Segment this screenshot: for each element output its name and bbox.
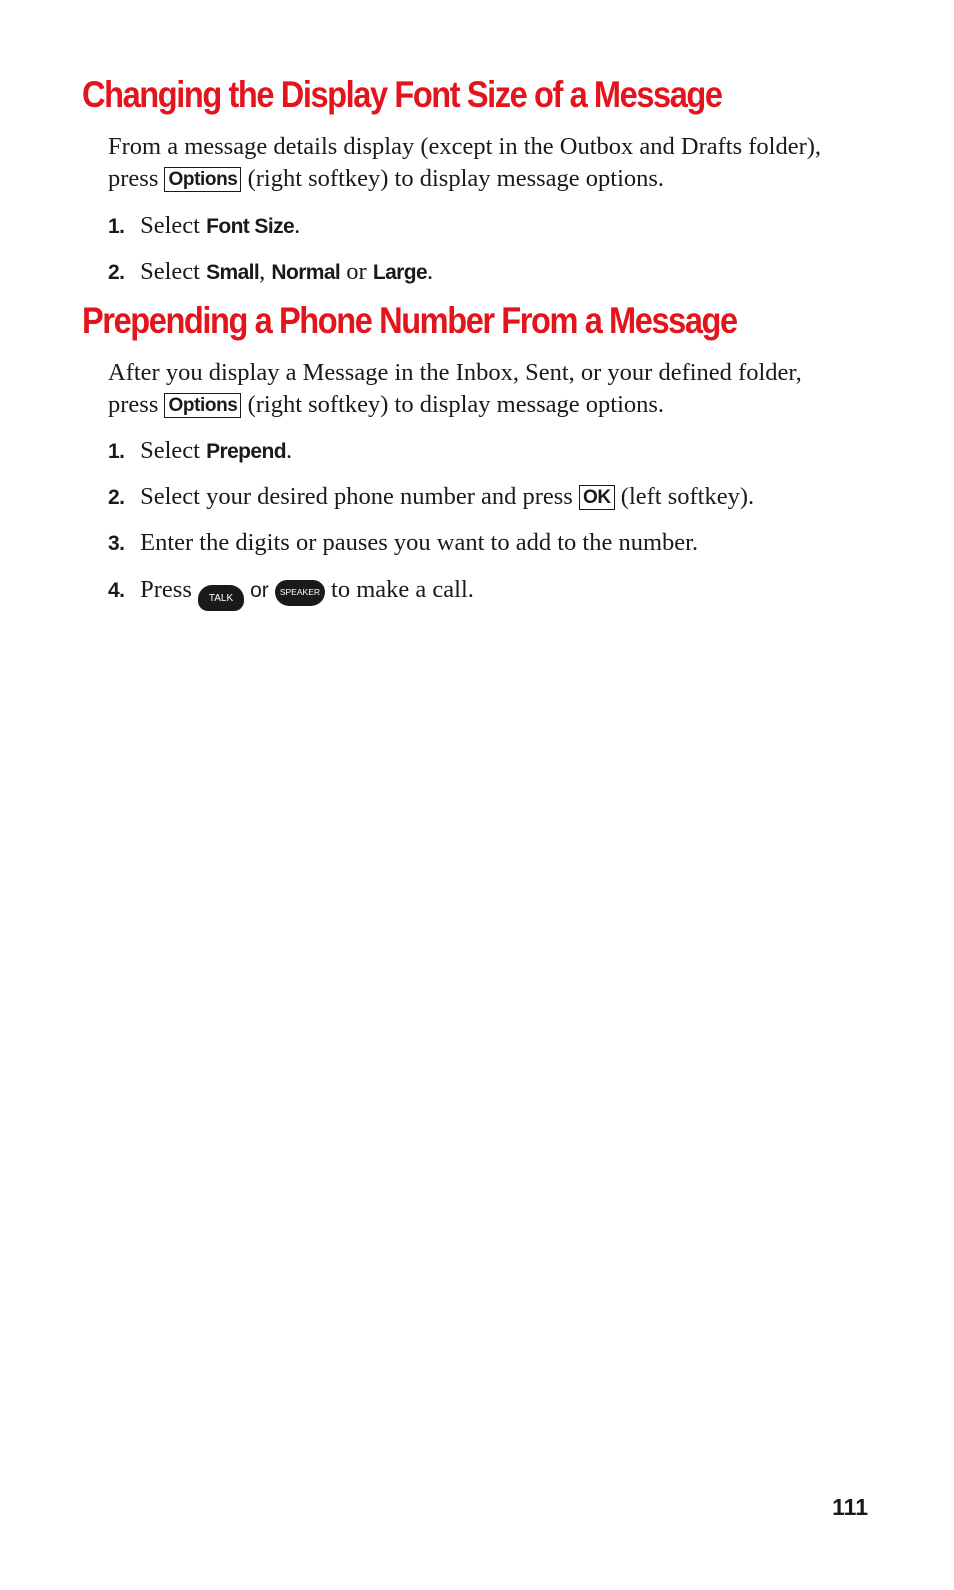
step-text: Select	[140, 437, 200, 464]
intro-text-start: After you display a Message in the Inbox, Sent, or your defined folder, press	[108, 359, 802, 418]
step-text: Press	[140, 576, 192, 603]
step-text-end: to make a call.	[331, 576, 474, 603]
step-text: Select your desired phone number and press	[140, 483, 573, 510]
menu-term-prepend: Prepend	[206, 440, 286, 463]
menu-term-font-size: Font Size	[206, 215, 295, 238]
step-number: 2.	[108, 486, 125, 509]
step-select-prepend	[108, 435, 868, 468]
step-number: 4.	[108, 579, 125, 602]
step-comma: ,	[259, 258, 266, 285]
step-text: Enter the digits or pauses you want to add to the number.	[140, 529, 699, 556]
section-title-font-size: Changing the Display Font Size of a Message	[82, 74, 722, 115]
step-or: or	[346, 258, 367, 285]
step-make-call	[108, 574, 868, 611]
step-enter-digits	[108, 527, 868, 560]
step-period: .	[294, 212, 301, 239]
options-softkey-label: Options	[164, 393, 241, 418]
intro-paragraph-prepend	[108, 357, 828, 421]
intro-text-start: From a message details display (except in the Outbox and Drafts folder), press	[108, 133, 822, 192]
intro-paragraph-font-size	[108, 131, 828, 195]
step-period: .	[285, 437, 293, 464]
options-softkey-label: Options	[164, 167, 241, 192]
step-select-size-option	[108, 256, 868, 289]
speaker-key-icon: SPEAKER	[275, 580, 325, 606]
intro-text-end: (right softkey) to display message options.	[247, 165, 665, 192]
step-number: 1.	[108, 215, 125, 238]
step-select-number	[108, 481, 868, 514]
step-number: 2.	[108, 261, 125, 284]
ok-softkey-label: OK	[579, 485, 615, 510]
menu-term-normal: Normal	[271, 261, 341, 284]
step-number: 1.	[108, 440, 125, 463]
step-or: or	[250, 579, 269, 602]
menu-term-small: Small	[206, 261, 260, 284]
section-title-prepend: Prepending a Phone Number From a Message	[82, 300, 737, 341]
step-select-font-size	[108, 210, 868, 243]
intro-text-end: (right softkey) to display message options.	[247, 391, 665, 418]
talk-key-icon: TALK	[198, 585, 244, 611]
step-number: 3.	[108, 532, 125, 555]
page-number: 111	[832, 1494, 868, 1520]
step-text: Select	[140, 258, 200, 285]
step-text: Select	[140, 212, 200, 239]
menu-term-large: Large	[372, 261, 428, 284]
step-text-end: (left softkey).	[620, 483, 755, 510]
step-period: .	[427, 258, 434, 285]
